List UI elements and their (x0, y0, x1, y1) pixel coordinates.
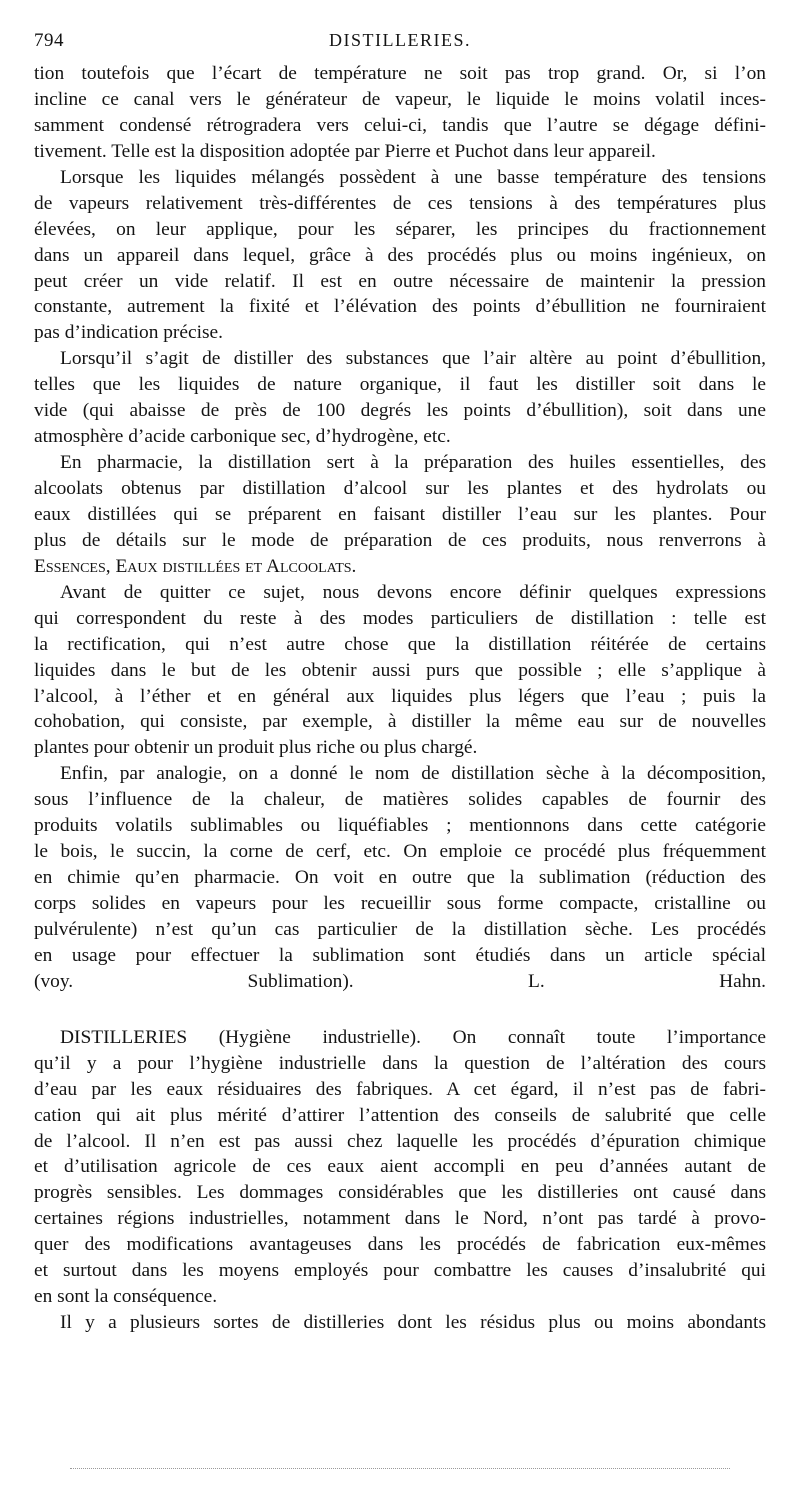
text-line: produits volatils sublimables ou liquéfiables ; mentionnons dans cette catégorie (34, 815, 766, 837)
running-title: DISTILLERIES. (329, 30, 471, 50)
text-line: tivement. Telle est la disposition adoptée par Pierre et Puchot dans leur appareil. (34, 140, 656, 162)
text-line: Lorsque les liquides mélangés possèdent à une basse température des tensions (60, 166, 766, 188)
text-line: liquides dans le but de les obtenir aussi purs que possible ; elle s’applique à (34, 659, 766, 681)
text-line: le bois, le succin, la corne de cerf, etc. On emploie ce procédé plus fréquemment (34, 841, 766, 863)
text-line: Enfin, par analogie, on a donné le nom de distillation sèche à la décomposition, (60, 763, 766, 785)
text-line: corps solides en vapeurs pour les recueillir sous forme compacte, cristalline ou (34, 893, 766, 914)
text-line: vide (qui abaisse de près de 100 degrés les points d’ébullition), soit dans une (34, 400, 766, 422)
text-line: cation qui ait plus mérité d’attirer l’attention des conseils de salubrité que celle (34, 1104, 766, 1126)
text-line: tion toutefois que l’écart de température ne soit pas trop grand. Or, si l’on (34, 63, 766, 84)
body-text (34, 61, 766, 1336)
text-line: constante, autrement la fixité et l’élévation des points d’ébullition ne fourniraient (34, 296, 766, 318)
text-line: pas d’indication précise. (34, 322, 223, 344)
text-line: incline ce canal vers le générateur de vapeur, le liquide le moins volatil inces- (34, 88, 766, 110)
text-line: samment condensé rétrogradera vers celui-ci, tandis que l’autre se dégage défini- (34, 114, 766, 136)
bottom-rule (70, 1468, 730, 1469)
text-line: l’alcool, à l’éther et en général aux liquides plus légers que l’eau ; puis la (34, 685, 766, 707)
text-line: cohobation, qui consiste, par exemple, à distiller la même eau sur de nouvelles (34, 711, 766, 733)
text-line: la rectification, qui n’est autre chose que la distillation réitérée de certains (34, 633, 766, 655)
text-line: en chimie qu’en pharmacie. On voit en outre que la sublimation (réduction des (34, 867, 766, 889)
text-line: qu’il y a pour l’hygiène industrielle dans la question de l’altération des cours (34, 1052, 766, 1074)
text-line: progrès sensibles. Les dommages considérables que les distilleries ont causé dans (34, 1182, 766, 1204)
text-line: qui correspondent du reste à des modes particuliers de distillation : telle est (34, 607, 766, 629)
text-line: plus de détails sur le mode de préparation de ces produits, nous renverrons à (34, 529, 766, 551)
text-line: Essences, Eaux distillées et Alcoolats. (34, 555, 357, 577)
page-number: 794 (34, 30, 64, 51)
text-line: pulvérulente) n’est qu’un cas particulier de la distillation sèche. Les procédés (34, 918, 766, 940)
text-line: élevées, on leur applique, pour les séparer, les principes du fractionnement (34, 218, 766, 240)
text-line: En pharmacie, la distillation sert à la préparation des huiles essentielles, des (60, 452, 766, 474)
text-line: en sont la conséquence. (34, 1286, 218, 1308)
text-line: (voy. Sublimation). L. Hahn. (34, 970, 766, 992)
text-line: dans un appareil dans lequel, grâce à des procédés plus ou moins ingénieux, on (34, 244, 766, 266)
text-line: alcoolats obtenus par distillation d’alcool sur les plantes et des hydrolats ou (34, 478, 766, 499)
text-line: de vapeurs relativement très-différentes de ces tensions à des températures plus (34, 192, 766, 214)
text-line: de l’alcool. Il n’en est pas aussi chez laquelle les procédés d’épuration chimique (34, 1130, 766, 1152)
text-line: plantes pour obtenir un produit plus riche ou plus chargé. (34, 737, 478, 759)
text-line: Avant de quitter ce sujet, nous devons encore définir quelques expressions (60, 581, 766, 603)
text-line: Lorsqu’il s’agit de distiller des substances que l’air altère au point d’ébullition, (60, 348, 766, 370)
text-line: eaux distillées qui se préparent en faisant distiller l’eau sur les plantes. Pour (34, 503, 766, 525)
text-line: d’eau par les eaux résiduaires des fabriques. A cet égard, il n’est pas de fabri- (34, 1078, 766, 1100)
text-line: peut créer un vide relatif. Il est en outre nécessaire de maintenir la pression (34, 270, 766, 292)
text-line: sous l’influence de la chaleur, de matières solides capables de fournir des (34, 789, 766, 811)
page-header (34, 30, 766, 56)
text-line: atmosphère d’acide carbonique sec, d’hydrogène, etc. (34, 426, 451, 448)
text-line: et surtout dans les moyens employés pour combattre les causes d’insalubrité qui (34, 1260, 766, 1282)
entry-heading-line: DISTILLERIES (Hygiène industrielle). On connaît toute l’importance (60, 1026, 766, 1048)
text-line: Il y a plusieurs sortes de distilleries dont les résidus plus ou moins abondants (60, 1312, 766, 1334)
text-line: et d’utilisation agricole de ces eaux aient accompli en peu d’années autant de (34, 1156, 766, 1178)
text-line: certaines régions industrielles, notamment dans le Nord, n’ont pas tardé à provo- (34, 1208, 766, 1230)
text-line: quer des modifications avantageuses dans les procédés de fabrication eux-mêmes (34, 1234, 766, 1256)
text-line: en usage pour effectuer la sublimation sont étudiés dans un article spécial (34, 944, 766, 966)
text-line: telles que les liquides de nature organique, il faut les distiller soit dans le (34, 374, 766, 396)
